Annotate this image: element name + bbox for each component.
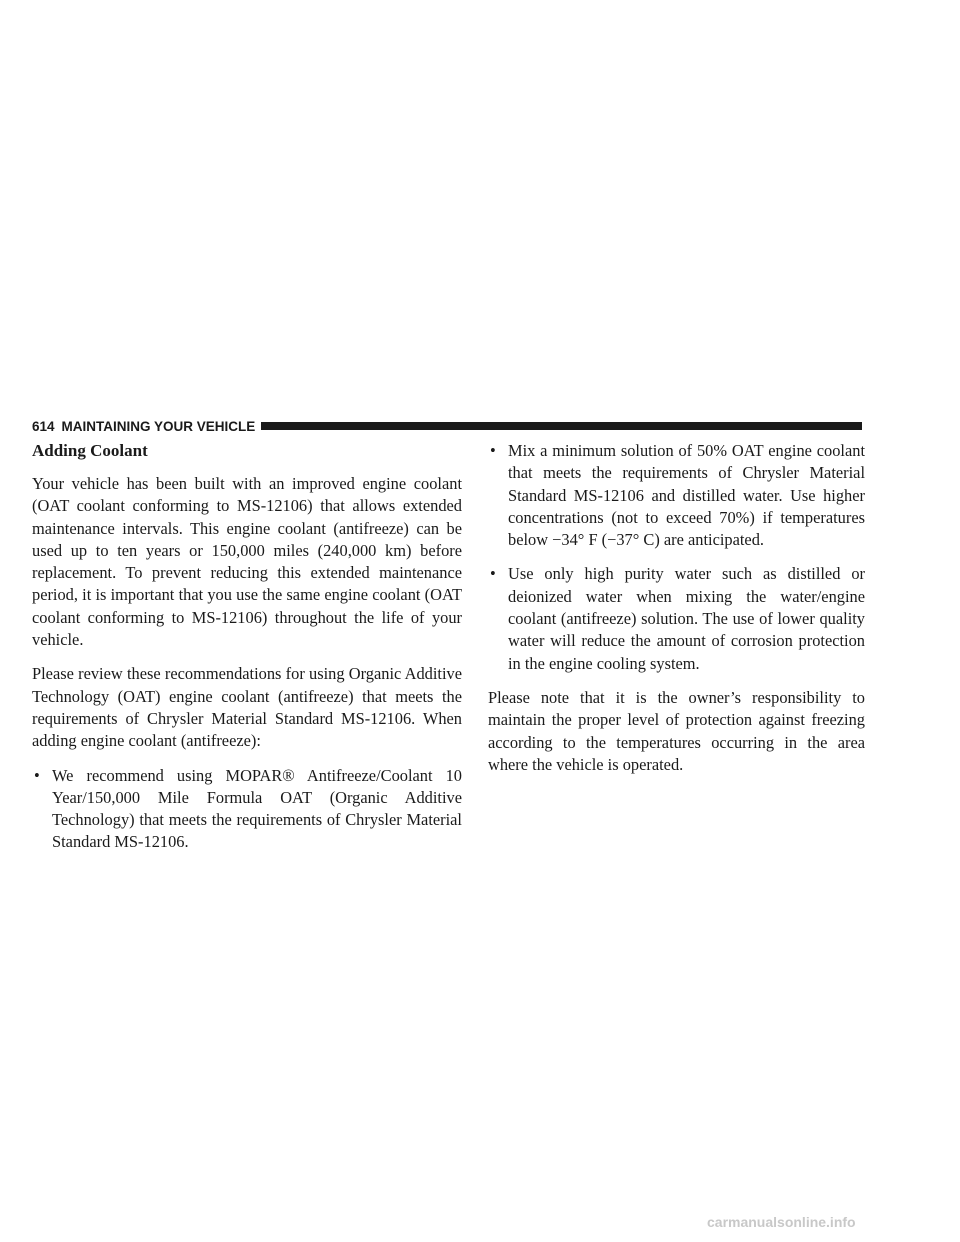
list-item [488,563,865,674]
bullet-icon: • [490,564,496,584]
section-title: MAINTAINING YOUR VEHICLE [61,418,256,434]
list-item-text: We recommend using MOPAR® Antifreeze/Coolant 10 Year/150,000 Mile Formula OAT (Organic Additive Technology) that meets the requirements of Chrysler Material Standard MS-12106. [52,765,462,852]
bullet-list [488,440,865,675]
list-item [488,440,865,551]
section-heading: Adding Coolant [32,441,148,460]
bullet-list [32,765,462,854]
paragraph: Your vehicle has been built with an improved engine coolant (OAT coolant conforming to MS-12106) that allows extended maintenance intervals. This engine coolant (antifreeze) can be used up to ten years or 150,000 miles (240,000 km) before replacement. To prevent reducing this extended maintenance period, it is important that you use the same engine coolant (OAT coolant conforming to MS-12106) throughout the life of your vehicle. [32,474,462,650]
running-head [32,418,862,434]
list-item-text: Use only high purity water such as distilled or deionized water when mixing the water/engine coolant (antifreeze) solution. The use of lower quality water will reduce the amount of corrosion protection in the engine cooling system. [508,564,865,673]
page-number: 614 [32,418,55,434]
header-rule [261,422,862,430]
left-column [32,440,462,866]
paragraph: Please review these recommendations for using Organic Additive Technology (OAT) engine coolant (antifreeze) that meets the requirements of Chrysler Material Standard MS-12106. When adding engine coolant (antifreeze): [32,664,462,751]
bullet-icon: • [490,441,496,460]
watermark: carmanualsonline.info [707,1214,856,1230]
bullet-icon: • [34,765,40,785]
paragraph: Please note that it is the owner’s responsibility to maintain the proper level of protection against freezing according to the temperatures occurring in the area where the vehicle is operated. [488,687,865,774]
list-item-text: Mix a minimum solution of 50% OAT engine coolant that meets the requirements of Chrysler Material Standard MS-12106 and distilled water. Use higher concentrations (not to exceed 70%) if temperatures below −34° F (−37° C) are anticipated. [508,441,865,550]
right-column [488,440,865,788]
list-item [32,765,462,854]
